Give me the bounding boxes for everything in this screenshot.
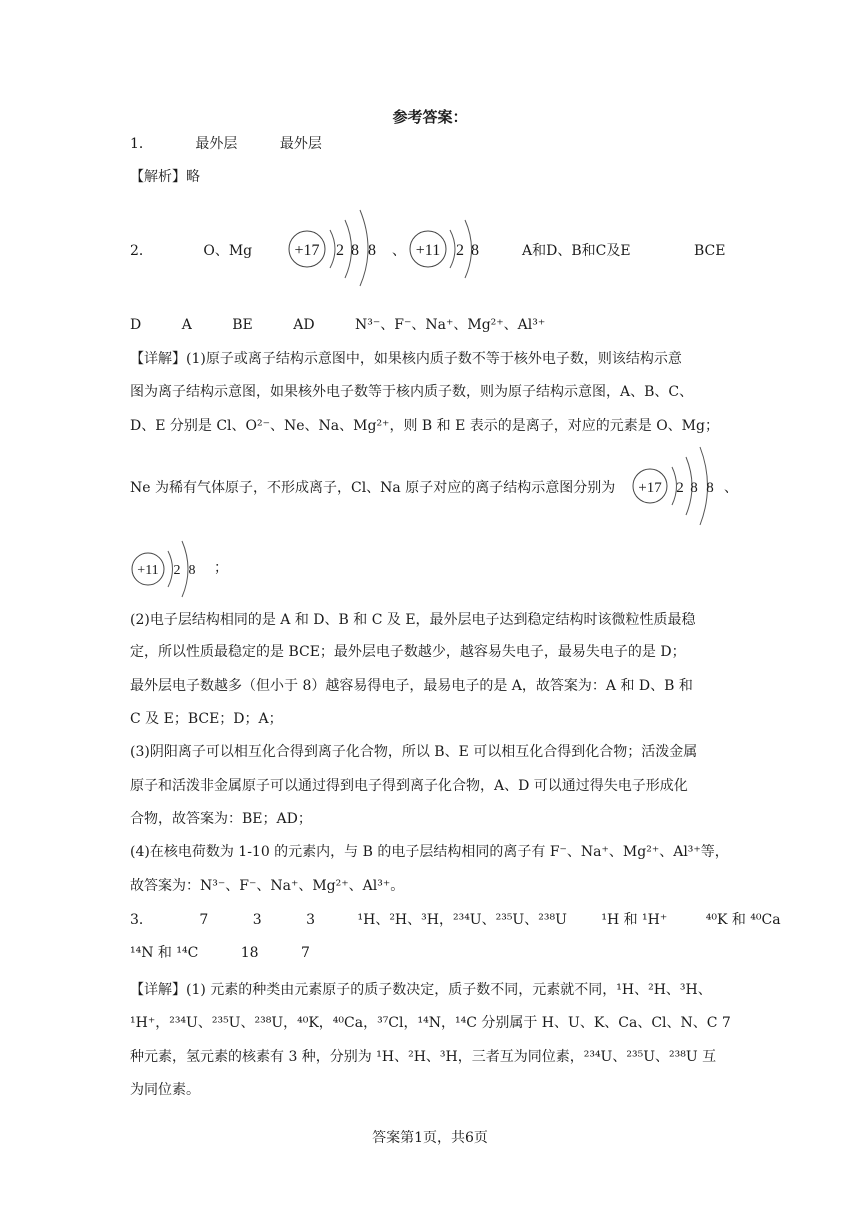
q3-detail-line: ¹H⁺，²³⁴U、²³⁵U、²³⁸U，⁴⁰K，⁴⁰Ca，³⁷Cl，¹⁴N，¹⁴C 分别属于 H、U、K、Ca、Cl、N、C 7 <box>130 1015 731 1031</box>
q2-detail-line: 图为离子结构示意图，如果核外电子数等于核内质子数，则为原子结构示意图，A、B、C、 <box>130 384 694 400</box>
q3-answer-line <box>130 910 781 930</box>
q2-detail-line: 原子和活泼非金属原子可以通过得到电子得到离子化合物，A、D 可以通过得失电子形成化 <box>130 778 688 794</box>
q2-detail-line: 【详解】(1)原子或离子结构示意图中，如果核内质子数不等于核外电子数，则该结构示意 <box>130 351 682 367</box>
na-shell-2-b: 8 <box>188 563 196 578</box>
cl-shell-2: 8 <box>351 242 359 259</box>
q2-detail-line: (4)在核电荷数为 1-10 的元素内，与 B 的电子层结构相同的离子有 F⁻、Na⁺、Mg²⁺、Al³⁺等， <box>130 844 729 860</box>
q1-answer-1: 最外层 <box>195 136 238 152</box>
na-shell-1: 2 <box>456 242 464 259</box>
q3-answer-8: 18 <box>240 945 259 961</box>
q1-answer-line <box>130 134 322 154</box>
page-footer: 答案第1页，共6页 <box>372 1130 488 1146</box>
na-nucleus-label: +11 <box>415 242 441 259</box>
cl-shell-3-b: 8 <box>706 480 714 496</box>
cl-shell-1-b: 2 <box>676 480 684 496</box>
cl-shell-3: 8 <box>368 242 376 259</box>
q3-answer-2: 3 <box>252 912 262 928</box>
na-shell-2: 8 <box>471 242 479 259</box>
cl-shell-2-b: 8 <box>690 480 698 496</box>
na-nucleus-label-2: +11 <box>137 563 159 578</box>
cl-ion-diagram-2 <box>630 445 726 527</box>
q2-detail-line: 故答案为：N³⁻、F⁻、Na⁺、Mg²⁺、Al³⁺。 <box>130 878 405 894</box>
q2-detail-line: D、E 分别是 Cl、O²⁻、Ne、Na、Mg²⁺，则 B 和 E 表示的是离子，对应的元素是 O、Mg； <box>130 418 719 434</box>
q3-answer-line-2 <box>130 943 310 963</box>
q3-answer-1: 7 <box>199 912 209 928</box>
q2-answer-7: BE <box>232 317 253 333</box>
q3-answer-5: ¹H 和 ¹H⁺ <box>601 912 668 928</box>
q2-answer-6: A <box>181 317 192 333</box>
q3-detail-line: 【详解】(1) 元素的种类由元素原子的质子数决定，质子数不同，元素就不同，¹H、²H、³H、 <box>130 982 712 998</box>
q2-detail-line: (2)电子层结构相同的是 A 和 D、B 和 C 及 E，最外层电子达到稳定结构时该微粒性质最稳 <box>130 612 696 628</box>
na-ion-diagram-2 <box>130 533 206 603</box>
q2-detail-line: 最外层电子数越多（但小于 8）越容易得电子，最易电子的是 A，故答案为：A 和 D、B 和 <box>130 678 693 694</box>
q3-detail-line: 种元素，氢元素的核素有 3 种，分别为 ¹H、²H、³H，三者互为同位素，²³⁴U、²³⁵U、²³⁸U 互 <box>130 1049 717 1065</box>
q2-detail-line: Ne 为稀有气体原子，不形成离子，Cl、Na 原子对应的离子结构示意图分别为 <box>130 480 616 496</box>
na-ion-diagram <box>408 206 488 288</box>
q3-answer-9: 7 <box>301 945 310 961</box>
q2-answer-1: O、Mg <box>203 243 253 259</box>
q2-detail-line: 合物，故答案为：BE；AD； <box>130 811 312 827</box>
q1-analysis: 【解析】略 <box>130 169 200 185</box>
q2-answer-line <box>130 241 252 261</box>
page-title: 参考答案： <box>392 108 468 126</box>
q2-detail-separator: 、 <box>724 480 738 496</box>
cl-ion-diagram <box>286 206 396 288</box>
q2-answer-3: A和D、B和C及E <box>522 243 631 259</box>
q2-detail-semicolon: ； <box>214 560 228 576</box>
q2-detail-line: C 及 E；BCE；D；A； <box>130 711 283 727</box>
q1-number: 1． <box>130 136 153 152</box>
q3-number: 3． <box>130 912 153 928</box>
q2-separator: 、 <box>392 243 406 259</box>
q3-answer-3: 3 <box>306 912 316 928</box>
q2-answer-4: BCE <box>694 243 726 259</box>
q3-detail-line: 为同位素。 <box>130 1082 200 1098</box>
q2-number: 2． <box>130 243 153 259</box>
q1-answer-2: 最外层 <box>279 136 322 152</box>
q2-detail-line: 定，所以性质最稳定的是 BCE；最外层电子数越少，越容易失电子，最易失电子的是 D； <box>130 644 686 660</box>
na-shell-1-b: 2 <box>173 563 181 578</box>
cl-nucleus-label-2: +17 <box>638 480 662 496</box>
q2-answer-5: D <box>130 317 142 333</box>
q2-answer-line-2 <box>130 315 545 335</box>
q3-answer-4: ¹H、²H、³H，²³⁴U、²³⁵U、²³⁸U <box>357 912 567 928</box>
q3-answer-6: ⁴⁰K 和 ⁴⁰Ca <box>705 912 781 928</box>
q2-detail-line: (3)阴阳离子可以相互化合得到离子化合物，所以 B、E 可以相互化合得到化合物；活泼金属 <box>130 744 698 760</box>
cl-shell-1: 2 <box>336 242 344 259</box>
q2-answer-8: AD <box>293 317 315 333</box>
q3-answer-7: ¹⁴N 和 ¹⁴C <box>130 945 199 961</box>
cl-nucleus-label: +17 <box>294 242 320 259</box>
q2-answer-9: N³⁻、F⁻、Na⁺、Mg²⁺、Al³⁺ <box>355 317 546 333</box>
